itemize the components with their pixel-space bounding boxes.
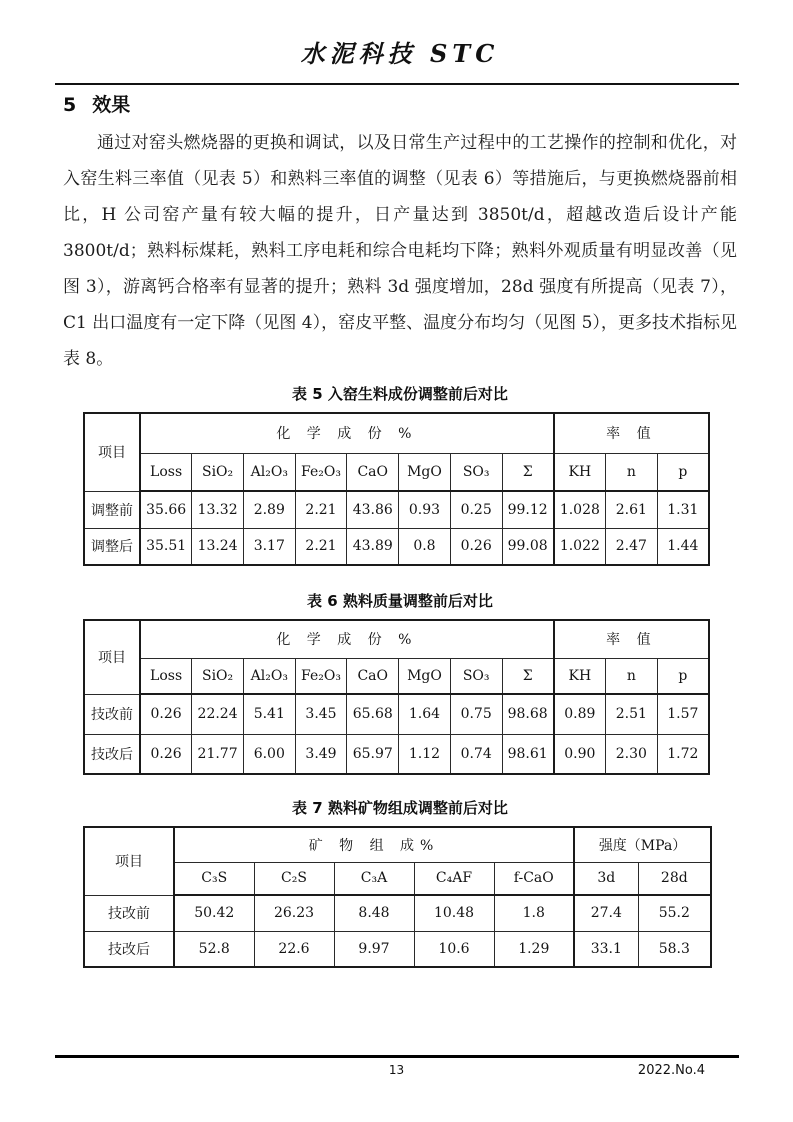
group-header <box>174 827 574 862</box>
table-cell: 6.00 <box>243 734 295 774</box>
table5 <box>83 412 710 566</box>
column-header: Loss <box>140 658 192 694</box>
table-cell: 1.028 <box>554 491 606 528</box>
table-row <box>84 491 709 528</box>
table5-caption: 表 5 入窑生料成份调整前后对比 <box>292 385 508 403</box>
column-header: p <box>657 658 709 694</box>
row-label: 调整前 <box>84 491 140 528</box>
table-cell: 35.51 <box>140 528 192 565</box>
table-cell: 10.48 <box>414 895 494 931</box>
table-cell: 43.89 <box>347 528 399 565</box>
table-cell: 1.8 <box>494 895 574 931</box>
column-header: MgO <box>399 658 451 694</box>
corner-header: 项目 <box>84 620 140 694</box>
table-cell: 21.77 <box>192 734 244 774</box>
table-cell: 2.30 <box>605 734 657 774</box>
table6 <box>83 619 710 775</box>
table-cell: 0.89 <box>554 694 606 734</box>
column-header: n <box>605 453 657 491</box>
column-header: C₃A <box>334 862 414 895</box>
table-cell: 0.8 <box>399 528 451 565</box>
group-header-label: 率 值 <box>606 426 657 443</box>
table-cell: 27.4 <box>574 895 638 931</box>
table-cell: 1.12 <box>399 734 451 774</box>
column-header: Fe₂O₃ <box>295 453 347 491</box>
row-label: 调整后 <box>84 528 140 565</box>
journal-title: 水泥科技 STC <box>300 39 500 68</box>
table7 <box>83 826 712 968</box>
column-header: MgO <box>399 453 451 491</box>
table-cell: 22.6 <box>254 931 334 967</box>
table-cell: 1.31 <box>657 491 709 528</box>
table-cell: 33.1 <box>574 931 638 967</box>
column-header: CaO <box>347 658 399 694</box>
group-header-label: 化 学 成 份 % <box>276 426 418 443</box>
table-cell: 2.89 <box>243 491 295 528</box>
table-cell: 99.12 <box>502 491 554 528</box>
table-cell: 2.21 <box>295 528 347 565</box>
table-cell: 13.32 <box>192 491 244 528</box>
table-cell: 13.24 <box>192 528 244 565</box>
page-number: 13 <box>388 1063 405 1077</box>
group-header-label: 率 值 <box>606 632 657 649</box>
table-cell: 22.24 <box>192 694 244 734</box>
header-rule <box>55 83 739 85</box>
table-cell: 8.48 <box>334 895 414 931</box>
column-header: n <box>605 658 657 694</box>
issue-label: 2022.No.4 <box>637 1063 705 1078</box>
table-cell: 5.41 <box>243 694 295 734</box>
column-header: Al₂O₃ <box>243 658 295 694</box>
section-title: 效果 <box>92 94 131 116</box>
table-cell: 3.45 <box>295 694 347 734</box>
column-header: KH <box>554 453 606 491</box>
table-cell: 1.29 <box>494 931 574 967</box>
group-header <box>574 827 711 862</box>
column-header: Σ <box>502 453 554 491</box>
table-cell: 0.26 <box>140 734 192 774</box>
column-header: SiO₂ <box>192 453 244 491</box>
column-header: Loss <box>140 453 192 491</box>
table-cell: 43.86 <box>347 491 399 528</box>
table-row <box>84 895 711 931</box>
table-cell: 2.61 <box>605 491 657 528</box>
column-header: 3d <box>574 862 638 895</box>
column-header: SO₃ <box>450 658 502 694</box>
table-cell: 0.93 <box>399 491 451 528</box>
table-cell: 2.47 <box>605 528 657 565</box>
table-cell: 1.57 <box>657 694 709 734</box>
corner-header: 项目 <box>84 827 174 895</box>
table-cell: 0.26 <box>140 694 192 734</box>
table7-caption: 表 7 熟料矿物组成调整前后对比 <box>292 799 508 817</box>
table-cell: 50.42 <box>174 895 254 931</box>
table-cell: 99.08 <box>502 528 554 565</box>
row-label: 技改前 <box>84 895 174 931</box>
table-cell: 10.6 <box>414 931 494 967</box>
table-cell: 98.61 <box>502 734 554 774</box>
table-cell: 1.72 <box>657 734 709 774</box>
column-header: CaO <box>347 453 399 491</box>
table-cell: 98.68 <box>502 694 554 734</box>
group-header <box>140 620 554 658</box>
column-header: f-CaO <box>494 862 574 895</box>
column-header: Fe₂O₃ <box>295 658 347 694</box>
table-cell: 52.8 <box>174 931 254 967</box>
table-cell: 3.49 <box>295 734 347 774</box>
body-paragraph: 通过对窑头燃烧器的更换和调试，以及日常生产过程中的工艺操作的控制和优化，对入窑生料三率值（见表 5）和熟料三率值的调整（见表 6）等措施后，与更换燃烧器前相比，H 公司窑产量有较大幅的提升，日产量达到 3850t/d，超越改造后设计产能 3800t/d；熟料标煤耗，熟料工序电耗和综合电耗均下降；熟料外观质量有明显改善（见图 3），游离钙合格率有显著的提升；熟料 3d 强度增加，28d 强度有所提高（见表 7），C1 出口温度有一定下降（见图 4），窑皮平整、温度分布均匀（见图 5），更多技术指标见表 8。 <box>63 133 737 369</box>
footer-rule <box>55 1055 739 1058</box>
column-header: Σ <box>502 658 554 694</box>
column-header: 28d <box>638 862 711 895</box>
group-header <box>554 620 709 658</box>
row-label: 技改前 <box>84 694 140 734</box>
table-cell: 9.97 <box>334 931 414 967</box>
column-header: C₂S <box>254 862 334 895</box>
table-cell: 58.3 <box>638 931 711 967</box>
table-cell: 0.25 <box>450 491 502 528</box>
corner-header: 项目 <box>84 413 140 491</box>
table-cell: 0.75 <box>450 694 502 734</box>
row-label: 技改后 <box>84 931 174 967</box>
row-label: 技改后 <box>84 734 140 774</box>
column-header: SO₃ <box>450 453 502 491</box>
column-header: SiO₂ <box>192 658 244 694</box>
table-cell: 3.17 <box>243 528 295 565</box>
table-cell: 1.022 <box>554 528 606 565</box>
table-cell: 65.68 <box>347 694 399 734</box>
table-cell: 0.74 <box>450 734 502 774</box>
section-number: 5 <box>63 94 77 116</box>
table-cell: 55.2 <box>638 895 711 931</box>
table-cell: 1.64 <box>399 694 451 734</box>
group-header-label: 化 学 成 份 % <box>276 632 418 649</box>
section-heading <box>63 90 737 117</box>
table-row <box>84 528 709 565</box>
table-row <box>84 694 709 734</box>
group-header-label: 强度（MPa） <box>598 837 687 854</box>
column-header: p <box>657 453 709 491</box>
column-header: KH <box>554 658 606 694</box>
table-cell: 65.97 <box>347 734 399 774</box>
column-header: Al₂O₃ <box>243 453 295 491</box>
table-cell: 2.51 <box>605 694 657 734</box>
table-cell: 2.21 <box>295 491 347 528</box>
table-row <box>84 931 711 967</box>
table-cell: 0.26 <box>450 528 502 565</box>
table-cell: 26.23 <box>254 895 334 931</box>
group-header <box>554 413 709 453</box>
column-header: C₃S <box>174 862 254 895</box>
column-header: C₄AF <box>414 862 494 895</box>
table6-caption: 表 6 熟料质量调整前后对比 <box>307 592 493 610</box>
table-cell: 35.66 <box>140 491 192 528</box>
group-header <box>140 413 554 453</box>
group-header-label: 矿 物 组 成% <box>308 837 440 854</box>
table-cell: 0.90 <box>554 734 606 774</box>
table-cell: 1.44 <box>657 528 709 565</box>
table-row <box>84 734 709 774</box>
